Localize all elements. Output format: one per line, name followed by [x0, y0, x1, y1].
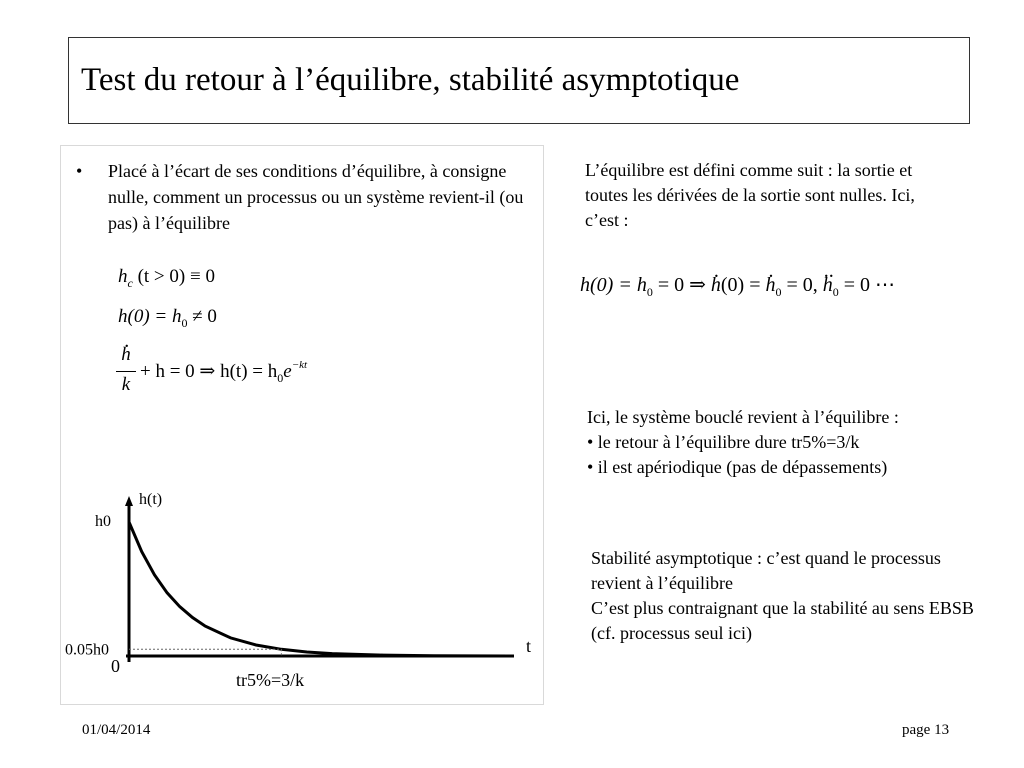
origin-label: 0 — [111, 656, 120, 676]
eq4-part2: = 0 ⇒ — [657, 274, 711, 296]
eq4-dot-h: . h — [711, 274, 721, 297]
eq4-ddot-h: .. h — [823, 274, 833, 297]
equation-1 — [118, 266, 215, 288]
eq3-rest: + h = 0 ⇒ h(t) = h — [140, 361, 278, 382]
slide-title: Test du retour à l’équilibre, stabilité asymptotique — [81, 62, 740, 98]
equilibrium-definition: L’équilibre est défini comme suit : la sortie et toutes les dérivées de la sortie sont nulles. Ici, c’est : — [585, 160, 915, 230]
title-box — [68, 37, 970, 124]
eq4-sub2: 0 — [775, 285, 782, 299]
closed-loop-intro: Ici, le système bouclé revient à l’équilibre : — [587, 407, 899, 427]
eq4-dot-h0: . h — [765, 274, 775, 297]
eq2-text: h(0) = h — [118, 306, 182, 327]
y-axis-arrow — [125, 496, 133, 506]
eq3-numerator: . h — [121, 344, 131, 366]
equation-4 — [580, 272, 895, 297]
eq2-sub: 0 — [181, 316, 188, 330]
eq3-denominator: k — [121, 374, 131, 395]
y-tick-0-05h0: 0.05h0 — [65, 641, 109, 659]
closed-loop-item-2: • il est apériodique (pas de dépassements) — [587, 457, 888, 477]
eq3-exp-base: e — [283, 361, 292, 382]
tr5-annotation: tr5%=3/k — [236, 670, 305, 690]
stability-line-1: Stabilité asymptotique : c’est quand le processus revient à l’équilibre — [591, 548, 941, 593]
y-tick-h0: h0 — [95, 513, 111, 530]
eq1-arg: (t > 0) ≡ 0 — [137, 266, 215, 287]
closed-loop-block — [587, 405, 1007, 480]
eq3-sub: 0 — [277, 371, 284, 385]
stability-line-2: C’est plus contraignant que la stabilité au sens EBSB (cf. processus seul ici) — [591, 598, 974, 643]
equation-2 — [118, 306, 217, 328]
eq3-exponent: −kt — [291, 359, 308, 371]
footer-page-number: page 13 — [902, 722, 950, 738]
footer-date: 01/04/2014 — [82, 722, 151, 738]
eq4-part5: = 0 ⋯ — [843, 274, 896, 296]
bullet-text: Placé à l’écart de ses conditions d’équilibre, à consigne nulle, comment un processus ou un système revient-il (ou pas) à l’équilibre — [108, 161, 524, 233]
closed-loop-item-1: • le retour à l’équilibre dure tr5%=3/k — [587, 432, 860, 452]
stability-block — [591, 546, 981, 646]
decay-chart — [60, 480, 544, 700]
eq3-fraction-bar — [116, 371, 136, 372]
x-axis-label: t — [526, 636, 532, 656]
eq2-rest: ≠ 0 — [192, 306, 217, 327]
equation-3 — [112, 344, 472, 404]
eq4-part4: = 0, — [786, 274, 823, 296]
eq4-part1: h(0) = h — [580, 274, 647, 296]
eq4-sub3: 0 — [832, 285, 839, 299]
eq4-part3: (0) = — [720, 274, 766, 296]
eq1-sub: c — [127, 276, 133, 290]
decay-curve — [129, 522, 510, 656]
eq4-sub1: 0 — [646, 285, 653, 299]
bullet-symbol: • — [76, 161, 83, 181]
eq1-lhs: h — [118, 266, 128, 287]
y-axis-label: h(t) — [139, 491, 163, 508]
